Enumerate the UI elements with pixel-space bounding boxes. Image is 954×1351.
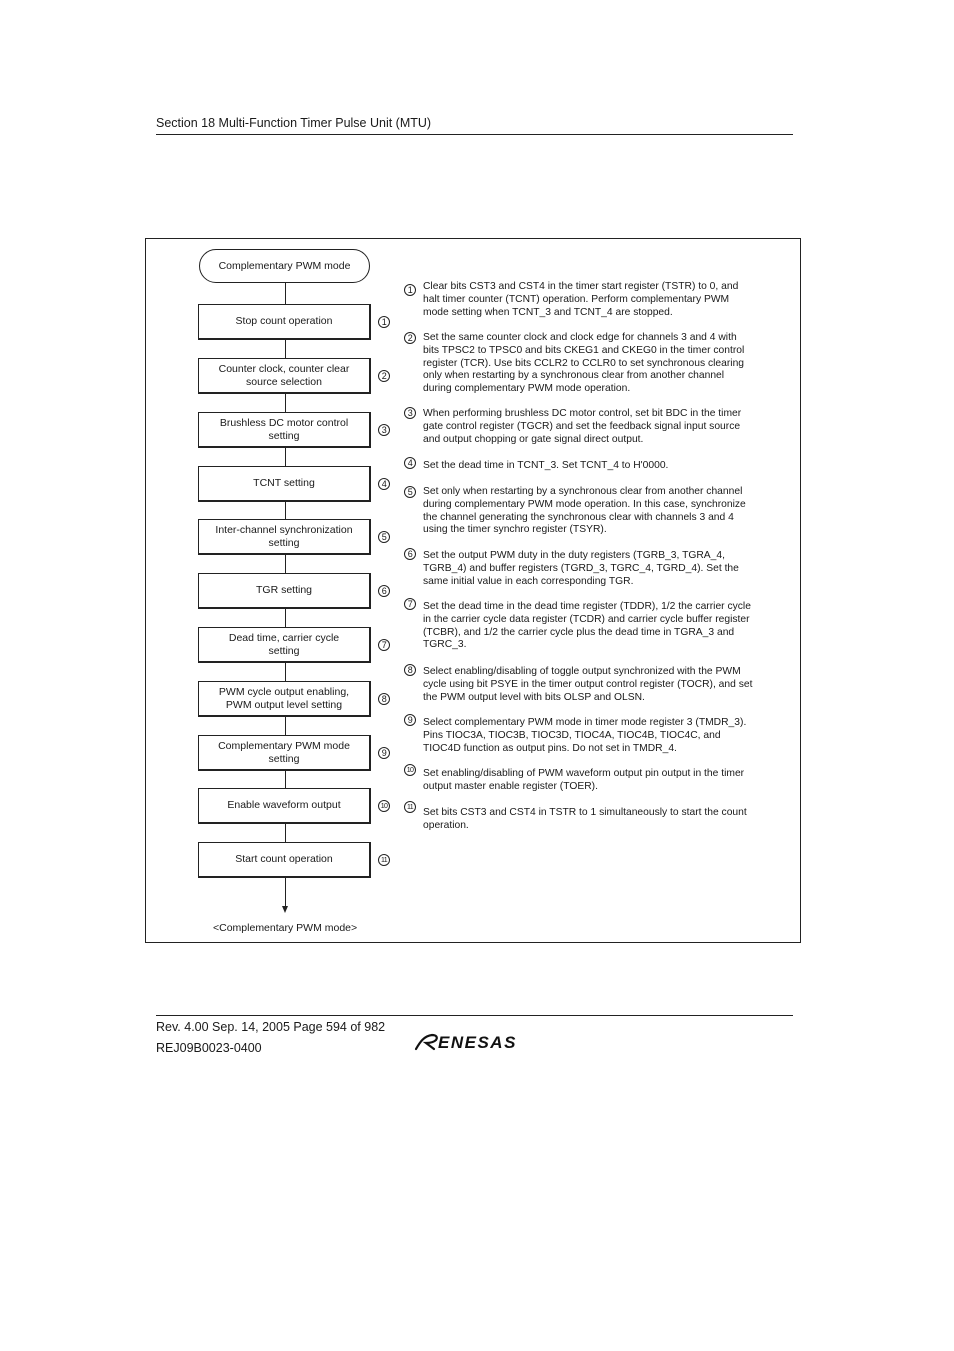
flow-step-label: Dead time, carrier cycle setting — [228, 631, 340, 657]
flow-connector — [285, 283, 286, 304]
flow-step-label: Stop count operation — [235, 315, 333, 327]
flow-step-number: 6 — [378, 585, 390, 597]
note-text: Set the dead time in TCNT_3. Set TCNT_4 to H'0000. — [423, 460, 669, 471]
flow-step-number: 11 — [378, 854, 390, 866]
note-number: 5 — [404, 486, 416, 498]
flow-connector — [285, 771, 286, 788]
note-text: Set enabling/disabling of PWM waveform output pin output in the timer output master enable register (TOER). — [423, 768, 745, 792]
flow-step-label: Inter-channel synchronization setting — [215, 523, 353, 549]
note-number: 2 — [404, 332, 416, 344]
flow-connector — [285, 609, 286, 627]
flow-start-terminal — [199, 249, 370, 283]
note-number: 3 — [404, 407, 416, 419]
note-number: 4 — [404, 457, 416, 469]
note-number: 7 — [404, 598, 416, 610]
flow-step-box — [198, 627, 371, 663]
flow-connector — [285, 502, 286, 519]
note-text: Set only when restarting by a synchronous clear from another channel during complementary PWM mode operation. In this case, synchronize the channel generating the synchronous clear with channels 3 and 4 using the timer synchro register (TSYR). — [423, 486, 746, 536]
note-text: Set the same counter clock and clock edge for channels 3 and 4 with bits TPSC2 to TPSC0 and bits CKEG1 and CKEG0 in the timer control register (TCR). Use bits CCLR2 to CCLR0 to set synchronous clearing only when restarting by a synchronous clear from another channel during complementary PWM mode operation. — [423, 332, 745, 395]
flow-connector — [285, 878, 286, 907]
flow-start-label: Complementary PWM mode — [218, 260, 351, 272]
flow-step-label: Complementary PWM mode setting — [218, 739, 350, 765]
flow-step-box — [198, 681, 371, 717]
footer-rule — [156, 1015, 793, 1016]
flow-connector — [285, 824, 286, 842]
note-text: Select complementary PWM mode in timer mode register 3 (TMDR_3). Pins TIOC3A, TIOC3B, TIOC3D, TIOC4A, TIOC4B, TIOC4C, and TIOC4D function as output pins. Do not set in TMDR_4. — [423, 717, 747, 754]
flow-connector — [285, 394, 286, 412]
flow-step-number: 5 — [378, 531, 390, 543]
flow-step-box — [198, 466, 371, 502]
footer-doc-id: REJ09B0023-0400 — [156, 1041, 262, 1055]
flow-step-number: 8 — [378, 693, 390, 705]
flow-step-number: 1 — [378, 316, 390, 328]
note-text: Set bits CST3 and CST4 in TSTR to 1 simultaneously to start the count operation. — [423, 807, 747, 831]
svg-text:ENESAS: ENESAS — [438, 1033, 517, 1052]
flow-connector — [285, 340, 286, 358]
flow-step-number: 7 — [378, 639, 390, 651]
flow-step-label: Start count operation — [235, 853, 333, 865]
flow-step-box — [198, 573, 371, 609]
flow-connector — [285, 448, 286, 466]
note-number: 1 — [404, 284, 416, 296]
note-text: Select enabling/disabling of toggle output synchronized with the PWM cycle using bit PSYE in the timer output control register (TOCR), and set the PWM output level with bits OLSP and OLSN. — [423, 666, 753, 703]
flow-step-label: PWM cycle output enabling, PWM output level setting — [218, 685, 350, 711]
flow-step-number: 4 — [378, 478, 390, 490]
header-rule — [156, 134, 793, 135]
note-number: 11 — [404, 801, 416, 813]
flow-step-number: 3 — [378, 424, 390, 436]
note-number: 6 — [404, 548, 416, 560]
flow-step-label: TCNT setting — [253, 477, 315, 489]
flow-step-label: Brushless DC motor control setting — [219, 416, 349, 442]
renesas-logo — [414, 1032, 536, 1052]
flow-step-box — [198, 788, 371, 824]
footer-revision: Rev. 4.00 Sep. 14, 2005 Page 594 of 982 — [156, 1020, 386, 1034]
note-number: 10 — [404, 764, 416, 776]
flow-connector — [285, 555, 286, 573]
note-number: 8 — [404, 664, 416, 676]
flow-connector — [285, 717, 286, 735]
flow-connector — [285, 663, 286, 681]
flow-step-label: Enable waveform output — [227, 799, 341, 811]
note-text: Set the dead time in the dead time register (TDDR), 1/2 the carrier cycle in the carrier cycle data register (TCDR) and carrier cycle buffer register (TCBR), and 1/2 the carrier cycle plus the dead time in TGRA_3 and TGRC_3. — [423, 601, 751, 651]
flow-step-box — [198, 358, 371, 394]
flow-step-box — [198, 304, 371, 340]
flow-step-box — [198, 519, 371, 555]
flow-end-label: <Complementary PWM mode> — [213, 922, 358, 934]
note-text: When performing brushless DC motor control, set bit BDC in the timer gate control register (TGCR) and set the feedback signal input source and output chopping or gate signal direct output. — [423, 408, 742, 445]
flow-step-number: 2 — [378, 370, 390, 382]
flow-step-box — [198, 842, 371, 878]
flow-end-arrow — [282, 906, 288, 913]
flow-step-box — [198, 735, 371, 771]
flow-step-label: Counter clock, counter clear source selection — [218, 362, 350, 388]
flow-step-number: 10 — [378, 800, 390, 812]
note-text: Clear bits CST3 and CST4 in the timer start register (TSTR) to 0, and halt timer counter (TCNT) operation. Perform complementary PWM mode setting when TCNT_3 and TCNT_4 are stopped. — [423, 281, 739, 318]
flow-step-number: 9 — [378, 747, 390, 759]
flow-step-label: TGR setting — [255, 584, 313, 596]
flow-step-box — [198, 412, 371, 448]
note-text: Set the output PWM duty in the duty registers (TGRB_3, TGRA_4, TGRB_4) and buffer registers (TGRD_3, TGRC_4, TGRD_4). Set the same initial value in each corresponding TGR. — [423, 550, 739, 587]
section-header: Section 18 Multi-Function Timer Pulse Unit (MTU) — [156, 116, 432, 130]
note-number: 9 — [404, 714, 416, 726]
